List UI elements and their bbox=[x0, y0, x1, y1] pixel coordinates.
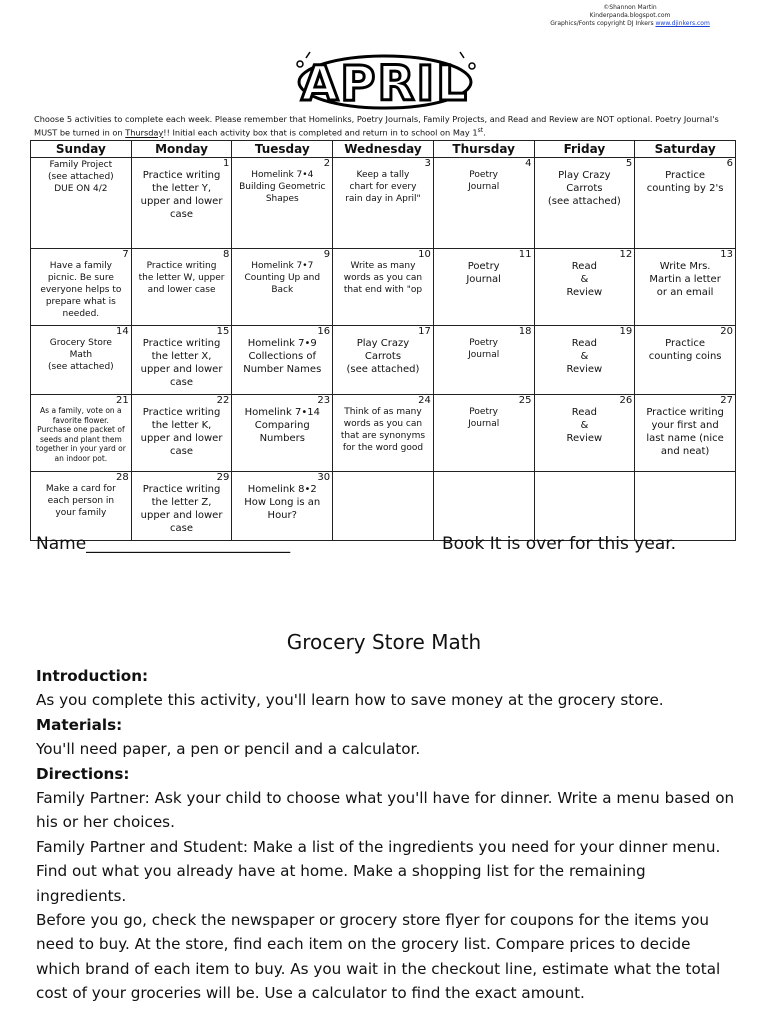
instructions-part3: . bbox=[483, 127, 486, 138]
day-header-friday: Friday bbox=[534, 141, 635, 158]
direction-step-3: Before you go, check the newspaper or grocery store flyer for coupons for the items you need to buy. At the store, find each item on the grocery list. Compare prices to decide which brand of each item to buy. As you wait in the checkout line, estimate what the total cost of your groceries will be. Use a calculator to find the exact amount. bbox=[36, 911, 721, 1003]
calendar-activity-text: Practice counting coins bbox=[648, 338, 722, 362]
calendar-date-number: 12 bbox=[619, 249, 633, 260]
calendar-activity-text: Think of as many words as you can that are synonyms for the word good bbox=[340, 407, 426, 453]
calendar-day-cell bbox=[635, 158, 736, 249]
calendar-date-number: 29 bbox=[216, 472, 230, 483]
day-header-wednesday: Wednesday bbox=[333, 141, 434, 158]
calendar-activity-text: Practice writing the letter W, upper and lower case bbox=[138, 261, 225, 295]
calendar-date-number: 10 bbox=[418, 249, 431, 260]
calendar-activity-text: Practice writing the letter X, upper and lower case bbox=[140, 338, 223, 388]
april-title-text: APRIL bbox=[301, 56, 469, 112]
calendar-day-cell bbox=[31, 395, 132, 472]
calendar-activity-text: Keep a tally chart for every rain day in April" bbox=[345, 170, 421, 204]
calendar-date-number: 15 bbox=[216, 326, 230, 337]
calendar-date-number: 16 bbox=[317, 326, 331, 337]
calendar-activity-text: Homelink 7•9 Collections of Number Names bbox=[243, 338, 322, 375]
calendar-date-number: 25 bbox=[518, 395, 532, 406]
calendar-date-number: 19 bbox=[619, 326, 633, 337]
calendar-day-cell bbox=[333, 249, 434, 326]
calendar-day-cell bbox=[433, 158, 534, 249]
calendar-date-number: 13 bbox=[720, 249, 733, 260]
calendar-day-cell bbox=[534, 249, 635, 326]
calendar-activity-text: Poetry Journal bbox=[468, 407, 500, 429]
credit-graphics bbox=[520, 20, 740, 28]
calendar-week-row bbox=[31, 472, 736, 541]
calendar-day-cell bbox=[333, 472, 434, 541]
calendar-activity-text: Poetry Journal bbox=[468, 170, 500, 192]
calendar-week-row bbox=[31, 326, 736, 395]
calendar-week-row bbox=[31, 249, 736, 326]
calendar-date-number: 1 bbox=[223, 158, 230, 169]
calendar-activity-text: Write as many words as you can that end with "op bbox=[343, 261, 423, 295]
calendar-day-cell bbox=[635, 326, 736, 395]
calendar-day-cell bbox=[232, 472, 333, 541]
calendar-date-number: 17 bbox=[418, 326, 431, 337]
calendar-activity-text: Have a family picnic. Be sure everyone helps to prepare what is needed. bbox=[40, 261, 122, 319]
calendar-activity-text: Homelink 7•7 Counting Up and Back bbox=[244, 261, 321, 295]
calendar-day-cell bbox=[232, 249, 333, 326]
calendar-day-cell bbox=[534, 395, 635, 472]
calendar-day-cell bbox=[433, 472, 534, 541]
instructions-part2: !! Initial each activity box that is completed and return in to school on May 1 bbox=[163, 127, 478, 138]
calendar-day-cell bbox=[131, 472, 232, 541]
activity-calendar bbox=[30, 140, 736, 541]
calendar-activity-text: Homelink 8•2 How Long is an Hour? bbox=[244, 484, 321, 521]
credit-blog: Kinderpanda.blogspot.com bbox=[589, 12, 671, 19]
calendar-activity-text: Play Crazy Carrots (see attached) bbox=[547, 170, 621, 207]
calendar-activity-text: Practice counting by 2's bbox=[646, 170, 724, 194]
calendar-date-number: 5 bbox=[625, 158, 633, 169]
calendar-activity-text: Family Project (see attached) DUE ON 4/2 bbox=[48, 160, 114, 194]
calendar-activity-text: Practice writing the letter Y, upper and lower case bbox=[140, 170, 223, 220]
calendar-activity-text: Make a card for each person in your family bbox=[45, 484, 116, 518]
calendar-day-cell bbox=[534, 326, 635, 395]
calendar-activity-text: Write Mrs. Martin a letter or an email bbox=[649, 261, 721, 298]
materials-text: You'll need paper, a pen or pencil and a calculator. bbox=[36, 740, 421, 759]
instructions-sup: st bbox=[477, 127, 484, 134]
introduction-heading: Introduction: bbox=[36, 667, 149, 685]
materials-heading: Materials: bbox=[36, 715, 123, 734]
calendar-date-number: 11 bbox=[518, 249, 532, 260]
instructions-thursday: Thursday bbox=[125, 127, 164, 138]
calendar-week-row bbox=[31, 395, 736, 472]
calendar-day-cell bbox=[131, 395, 232, 472]
name-line: Name________________________ bbox=[36, 534, 291, 554]
grocery-title: Grocery Store Math bbox=[286, 630, 482, 654]
calendar-activity-text: Play Crazy Carrots (see attached) bbox=[346, 338, 420, 375]
calendar-date-number: 4 bbox=[525, 158, 532, 169]
calendar-day-cell bbox=[433, 395, 534, 472]
calendar-date-number: 26 bbox=[619, 395, 633, 406]
day-header-sunday: Sunday bbox=[31, 141, 132, 158]
instructions bbox=[34, 114, 734, 139]
april-title-art bbox=[290, 46, 480, 112]
calendar-date-number: 28 bbox=[115, 472, 129, 483]
grocery-body bbox=[36, 664, 736, 1006]
calendar-activity-text: Homelink 7•14 Comparing Numbers bbox=[244, 407, 320, 444]
calendar-activity-text: Grocery Store Math (see attached) bbox=[48, 338, 114, 372]
calendar-day-cell bbox=[534, 472, 635, 541]
calendar-date-number: 20 bbox=[720, 326, 733, 337]
instructions-part1: Choose 5 activities to complete each week. Please remember that Homelinks, Poetry Journals, Family Projects, and Read and Review are NOT optional. Poetry Journal's MUST be turned in on bbox=[34, 114, 719, 138]
calendar-activity-text: Read & Review bbox=[566, 407, 603, 444]
credit-graphics-text: Graphics/Fonts copyright DJ Inkers bbox=[550, 20, 654, 27]
calendar-date-number: 14 bbox=[115, 326, 129, 337]
calendar-date-number: 23 bbox=[317, 395, 331, 406]
calendar-day-cell bbox=[232, 395, 333, 472]
calendar-date-number: 9 bbox=[323, 249, 331, 260]
directions-heading: Directions: bbox=[36, 764, 130, 783]
calendar-day-cell bbox=[31, 472, 132, 541]
introduction-text: As you complete this activity, you'll learn how to save money at the grocery store. bbox=[36, 691, 664, 710]
calendar-day-cell bbox=[131, 249, 232, 326]
calendar-day-cell bbox=[433, 326, 534, 395]
calendar-date-number: 30 bbox=[317, 472, 331, 483]
direction-step-1: Family Partner: Ask your child to choose what you'll have for dinner. Write a menu based on his or her choices. bbox=[36, 789, 735, 832]
calendar-day-cell bbox=[333, 395, 434, 472]
calendar-day-cell bbox=[433, 249, 534, 326]
calendar-day-cell bbox=[534, 158, 635, 249]
calendar-day-cell bbox=[333, 158, 434, 249]
credit-link[interactable]: www.djinkers.com bbox=[655, 20, 710, 27]
calendar-date-number: 7 bbox=[122, 249, 129, 260]
calendar-day-cell bbox=[232, 326, 333, 395]
calendar-activity-text: Practice writing your first and last name (nice and neat) bbox=[646, 407, 724, 457]
credit-block bbox=[520, 4, 740, 28]
calendar-activity-text: Practice writing the letter K, upper and lower case bbox=[140, 407, 223, 457]
day-header-monday: Monday bbox=[131, 141, 232, 158]
direction-step-2: Family Partner and Student: Make a list of the ingredients you need for your dinner menu. Find out what you already have at home. Make a shopping list for the remaining ingredients. bbox=[36, 837, 721, 905]
calendar-day-cell bbox=[635, 472, 736, 541]
calendar-day-cell bbox=[31, 249, 132, 326]
book-it-note: Book It is over for this year. bbox=[442, 534, 677, 554]
calendar-day-cell bbox=[131, 158, 232, 249]
calendar-date-number: 27 bbox=[720, 395, 733, 406]
day-header-tuesday: Tuesday bbox=[232, 141, 333, 158]
calendar-date-number: 6 bbox=[726, 158, 733, 169]
calendar-date-number: 8 bbox=[223, 249, 230, 260]
calendar-activity-text: Practice writing the letter Z, upper and lower case bbox=[140, 484, 223, 534]
calendar-day-cell bbox=[31, 326, 132, 395]
calendar-activity-text: Homelink 7•4 Building Geometric Shapes bbox=[239, 170, 326, 204]
calendar-date-number: 22 bbox=[216, 395, 230, 406]
calendar-date-number: 24 bbox=[418, 395, 431, 406]
calendar-day-cell bbox=[31, 158, 132, 249]
calendar-date-number: 3 bbox=[424, 158, 431, 169]
calendar-week-row bbox=[31, 158, 736, 249]
calendar-day-cell bbox=[635, 249, 736, 326]
calendar-header-row bbox=[31, 141, 736, 158]
calendar-day-cell bbox=[131, 326, 232, 395]
calendar-activity-text: Read & Review bbox=[566, 261, 603, 298]
day-header-saturday: Saturday bbox=[635, 141, 736, 158]
calendar-date-number: 2 bbox=[323, 158, 331, 169]
calendar-date-number: 21 bbox=[115, 395, 129, 406]
calendar-activity-text: Read & Review bbox=[566, 338, 603, 375]
calendar-day-cell bbox=[333, 326, 434, 395]
calendar-activity-text: As a family, vote on a favorite flower. Purchase one packet of seeds and plant them together in your yard or an indoor pot. bbox=[35, 406, 126, 463]
calendar-activity-text: Poetry Journal bbox=[468, 338, 500, 360]
calendar-date-number: 18 bbox=[518, 326, 532, 337]
credit-author: ©Shannon Martin bbox=[603, 4, 657, 11]
day-header-thursday: Thursday bbox=[433, 141, 534, 158]
calendar-day-cell bbox=[635, 395, 736, 472]
calendar-activity-text: Poetry Journal bbox=[466, 261, 501, 285]
calendar-day-cell bbox=[232, 158, 333, 249]
